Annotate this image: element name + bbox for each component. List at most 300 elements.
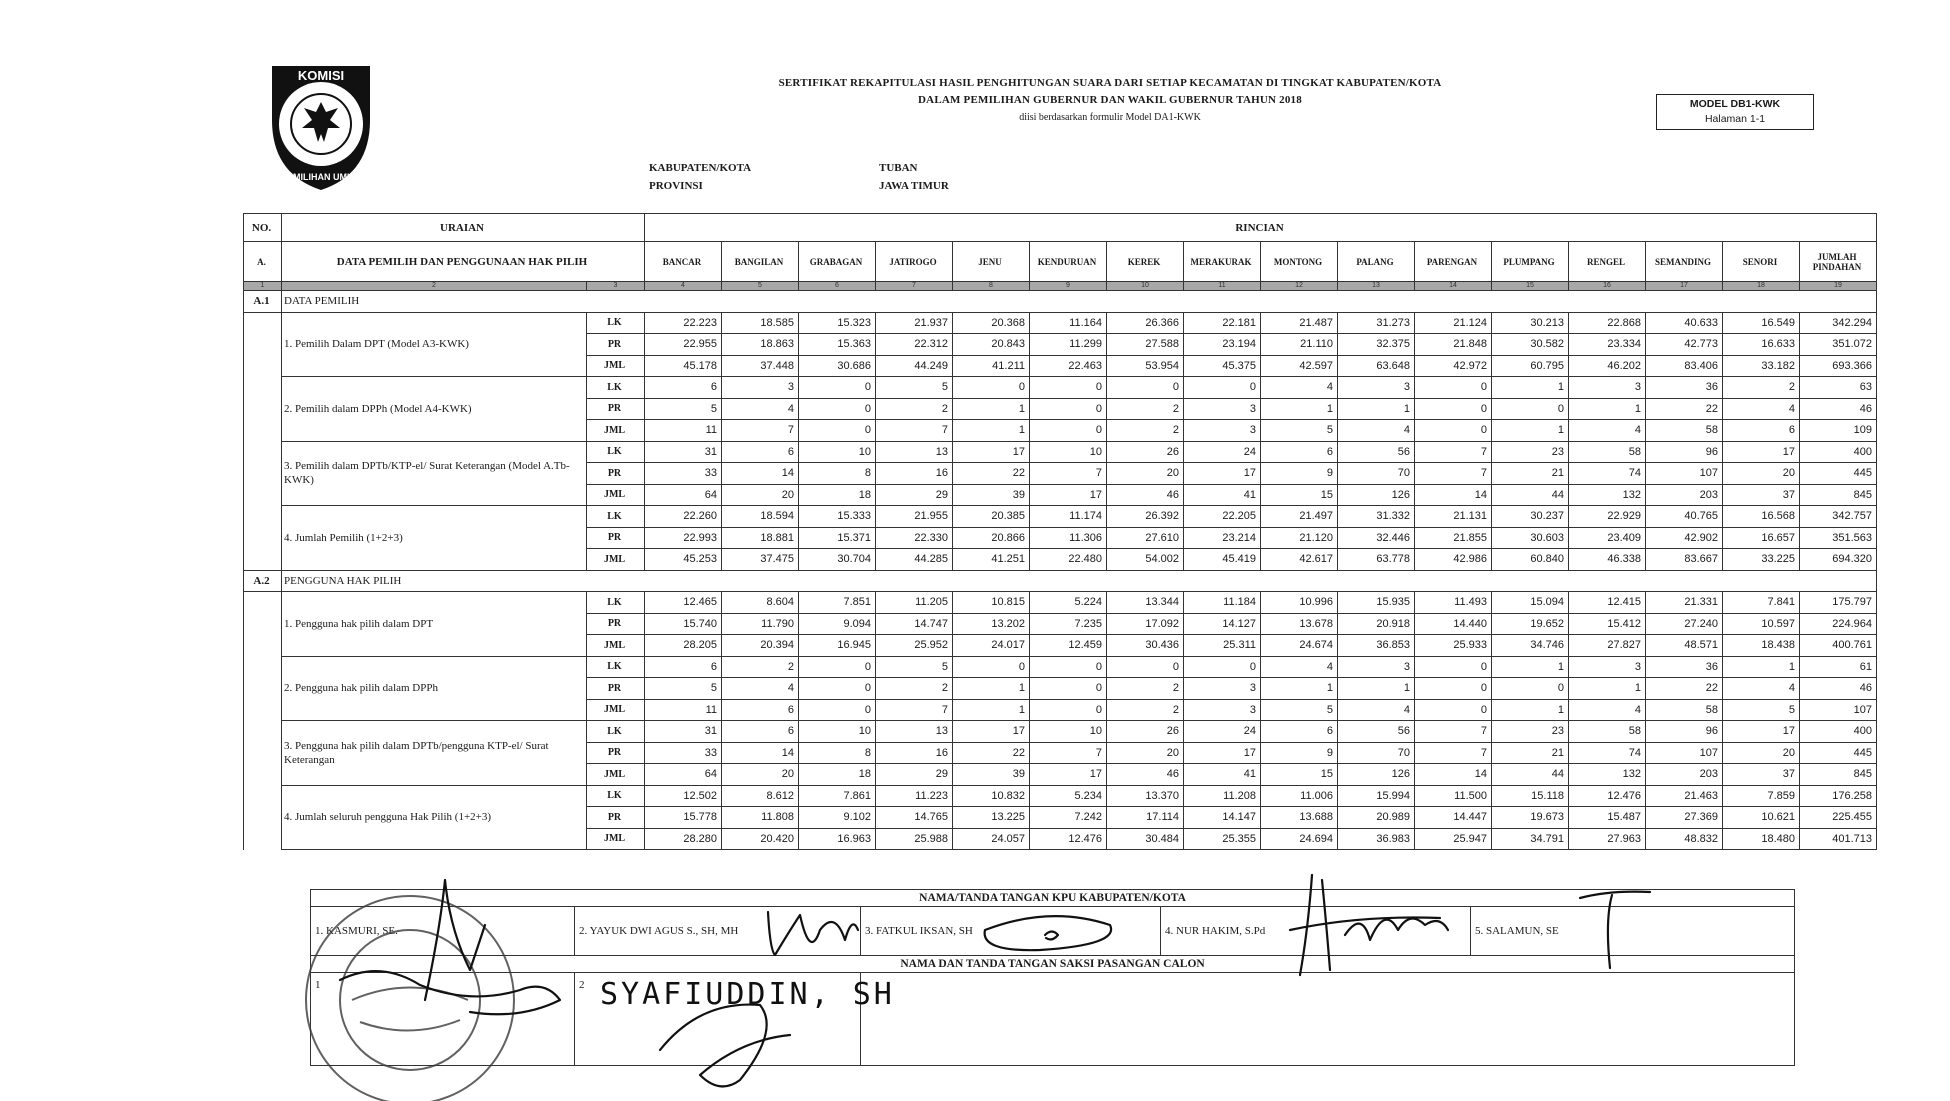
value-cell: 1 [1261,678,1338,700]
value-cell: 23 [1492,721,1569,743]
value-cell: 4 [1338,420,1415,442]
value-cell: 2 [1107,398,1184,420]
index-cell: 19 [1800,282,1877,291]
value-cell: 46 [1107,764,1184,786]
value-cell: 4 [1569,699,1646,721]
value-cell: 0 [1030,398,1107,420]
value-cell: 36 [1646,377,1723,399]
value-cell: 37 [1723,764,1800,786]
value-cell: 20 [1723,742,1800,764]
value-cell: 23 [1492,441,1569,463]
value-cell: 22 [1646,398,1723,420]
value-cell: 22.181 [1184,312,1261,334]
value-cell: 17 [1184,463,1261,485]
value-cell: 17.114 [1107,807,1184,829]
value-cell: 0 [1107,656,1184,678]
gender-cell: LK [587,592,645,614]
value-cell: 12.459 [1030,635,1107,657]
value-cell: 27.369 [1646,807,1723,829]
value-cell: 23.409 [1569,527,1646,549]
witness-2-cell [575,973,861,1066]
witness-1-cell [311,973,575,1066]
value-cell: 0 [953,377,1030,399]
value-cell: 1 [953,398,1030,420]
value-cell: 1 [1492,377,1569,399]
value-cell: 2 [876,678,953,700]
value-cell: 15.118 [1492,785,1569,807]
gender-cell: LK [587,506,645,528]
value-cell: 15 [1261,484,1338,506]
page-label: Halaman 1-1 [1704,113,1766,125]
value-cell: 17 [1723,721,1800,743]
value-cell: 10.815 [953,592,1030,614]
value-cell: 5 [645,678,722,700]
gender-cell: LK [587,785,645,807]
value-cell: 25.311 [1184,635,1261,657]
value-cell: 25.988 [876,828,953,850]
value-cell: 24.017 [953,635,1030,657]
value-cell: 14 [722,742,799,764]
no-cell [244,656,282,721]
value-cell: 12.415 [1569,592,1646,614]
value-cell: 10 [1030,441,1107,463]
value-cell: 1 [1261,398,1338,420]
value-cell: 401.713 [1800,828,1877,850]
value-cell: 2 [1107,420,1184,442]
value-cell: 21.855 [1415,527,1492,549]
value-cell: 21.331 [1646,592,1723,614]
value-cell: 6 [722,441,799,463]
value-cell: 7.859 [1723,785,1800,807]
value-cell: 126 [1338,764,1415,786]
value-cell: 17 [953,721,1030,743]
value-cell: 44 [1492,484,1569,506]
value-cell: 132 [1569,484,1646,506]
value-cell: 13.688 [1261,807,1338,829]
gender-cell: PR [587,527,645,549]
value-cell: 36.983 [1338,828,1415,850]
value-cell: 58 [1569,441,1646,463]
value-cell: 5 [1261,699,1338,721]
value-cell: 20.989 [1338,807,1415,829]
value-cell: 0 [1492,678,1569,700]
recap-table [243,213,1877,850]
gender-cell: JML [587,549,645,571]
district-header: BANGILAN [722,242,799,282]
value-cell: 22 [1646,678,1723,700]
value-cell: 5 [876,656,953,678]
value-cell: 21.120 [1261,527,1338,549]
district-header: RENGEL [1569,242,1646,282]
value-cell: 20.385 [953,506,1030,528]
value-cell: 21 [1492,463,1569,485]
table-row [244,506,1877,528]
item-label: 2. Pemilih dalam DPPh (Model A4-KWK) [282,377,587,442]
value-cell: 109 [1800,420,1877,442]
district-header: JUMLAH PINDAHAN [1800,242,1877,282]
value-cell: 74 [1569,742,1646,764]
value-cell: 16 [876,742,953,764]
value-cell: 16.549 [1723,312,1800,334]
gender-cell: LK [587,441,645,463]
value-cell: 5 [876,377,953,399]
model-label: MODEL DB1-KWK [1689,98,1781,110]
value-cell: 2 [722,656,799,678]
value-cell: 1 [1338,678,1415,700]
table-row [244,592,1877,614]
value-cell: 46.202 [1569,355,1646,377]
value-cell: 224.964 [1800,613,1877,635]
value-cell: 11.306 [1030,527,1107,549]
value-cell: 31 [645,441,722,463]
value-cell: 27.827 [1569,635,1646,657]
value-cell: 48.832 [1646,828,1723,850]
value-cell: 17 [1723,441,1800,463]
prov-label: PROVINSI [649,180,703,192]
value-cell: 20.394 [722,635,799,657]
value-cell: 12.476 [1569,785,1646,807]
district-header: SEMANDING [1646,242,1723,282]
value-cell: 7.861 [799,785,876,807]
value-cell: 24.057 [953,828,1030,850]
kpu-member-1: 1. KASMURI, SE. [311,907,575,956]
value-cell: 7 [1415,463,1492,485]
index-cell: 9 [1030,282,1107,291]
value-cell: 15.487 [1569,807,1646,829]
index-cell: 17 [1646,282,1723,291]
value-cell: 22.463 [1030,355,1107,377]
value-cell: 8 [799,463,876,485]
value-cell: 12.476 [1030,828,1107,850]
gender-cell: PR [587,463,645,485]
value-cell: 342.294 [1800,312,1877,334]
value-cell: 17 [1184,742,1261,764]
index-cell: 8 [953,282,1030,291]
value-cell: 22.480 [1030,549,1107,571]
value-cell: 5.224 [1030,592,1107,614]
value-cell: 83.406 [1646,355,1723,377]
value-cell: 15.935 [1338,592,1415,614]
value-cell: 45.178 [645,355,722,377]
value-cell: 4 [1723,398,1800,420]
value-cell: 11.006 [1261,785,1338,807]
kab-value: TUBAN [879,162,918,174]
value-cell: 4 [722,398,799,420]
value-cell: 42.597 [1261,355,1338,377]
value-cell: 845 [1800,764,1877,786]
gender-cell: JML [587,420,645,442]
value-cell: 44 [1492,764,1569,786]
value-cell: 225.455 [1800,807,1877,829]
value-cell: 30.704 [799,549,876,571]
value-cell: 21.131 [1415,506,1492,528]
gender-cell: JML [587,699,645,721]
value-cell: 7.235 [1030,613,1107,635]
value-cell: 6 [722,699,799,721]
value-cell: 13.225 [953,807,1030,829]
value-cell: 7 [1415,742,1492,764]
value-cell: 13.344 [1107,592,1184,614]
index-cell: 18 [1723,282,1800,291]
kpu-member-3: 3. FATKUL IKSAN, SH [861,907,1161,956]
no-cell [244,377,282,442]
value-cell: 24.694 [1261,828,1338,850]
value-cell: 21.955 [876,506,953,528]
value-cell: 45.375 [1184,355,1261,377]
value-cell: 16 [876,463,953,485]
value-cell: 56 [1338,721,1415,743]
value-cell: 30.213 [1492,312,1569,334]
value-cell: 24 [1184,441,1261,463]
no-cell [244,592,282,657]
value-cell: 0 [1415,377,1492,399]
section-a-no: A. [244,242,282,282]
value-cell: 27.240 [1646,613,1723,635]
value-cell: 107 [1800,699,1877,721]
value-cell: 13.678 [1261,613,1338,635]
value-cell: 10 [799,441,876,463]
value-cell: 15.412 [1569,613,1646,635]
value-cell: 70 [1338,463,1415,485]
index-cell: 1 [244,282,282,291]
value-cell: 36.853 [1338,635,1415,657]
value-cell: 25.355 [1184,828,1261,850]
value-cell: 22.330 [876,527,953,549]
value-cell: 11.790 [722,613,799,635]
value-cell: 27.610 [1107,527,1184,549]
value-cell: 58 [1646,420,1723,442]
value-cell: 3 [1184,420,1261,442]
value-cell: 1 [1492,656,1569,678]
gender-cell: LK [587,377,645,399]
value-cell: 12.465 [645,592,722,614]
value-cell: 21.463 [1646,785,1723,807]
index-cell: 2 [282,282,587,291]
value-cell: 693.366 [1800,355,1877,377]
value-cell: 14 [1415,764,1492,786]
gender-cell: PR [587,678,645,700]
certificate-subtitle: DALAM PEMILIHAN GUBERNUR DAN WAKIL GUBERNUR TAHUN 2018 [918,94,1302,106]
value-cell: 3 [1184,398,1261,420]
value-cell: 203 [1646,764,1723,786]
kpu-member-4: 4. NUR HAKIM, S.Pd [1161,907,1471,956]
value-cell: 4 [1261,656,1338,678]
value-cell: 46 [1800,678,1877,700]
value-cell: 18.480 [1723,828,1800,850]
value-cell: 41 [1184,764,1261,786]
value-cell: 1 [1492,420,1569,442]
district-header: BANCAR [645,242,722,282]
index-cell: 15 [1492,282,1569,291]
index-cell: 7 [876,282,953,291]
value-cell: 22 [953,463,1030,485]
gender-cell: PR [587,334,645,356]
value-cell: 20 [1107,463,1184,485]
value-cell: 0 [1030,699,1107,721]
value-cell: 15.371 [799,527,876,549]
value-cell: 11 [645,420,722,442]
index-cell: 11 [1184,282,1261,291]
gender-cell: JML [587,355,645,377]
witness-caption: NAMA DAN TANDA TANGAN SAKSI PASANGAN CALON [311,956,1795,973]
value-cell: 4 [1569,420,1646,442]
value-cell: 42.773 [1646,334,1723,356]
value-cell: 0 [799,377,876,399]
value-cell: 3 [1338,656,1415,678]
value-cell: 5.234 [1030,785,1107,807]
value-cell: 20.843 [953,334,1030,356]
value-cell: 351.563 [1800,527,1877,549]
value-cell: 20 [1107,742,1184,764]
value-cell: 5 [645,398,722,420]
value-cell: 16.568 [1723,506,1800,528]
value-cell: 0 [1415,656,1492,678]
value-cell: 9 [1261,742,1338,764]
value-cell: 70 [1338,742,1415,764]
witness-2-handwritten-name: SYAFIUDDIN, SH [600,977,895,1012]
value-cell: 10.996 [1261,592,1338,614]
value-cell: 6 [1261,441,1338,463]
value-cell: 20 [1723,463,1800,485]
district-header: PLUMPANG [1492,242,1569,282]
value-cell: 41 [1184,484,1261,506]
value-cell: 96 [1646,721,1723,743]
value-cell: 20.368 [953,312,1030,334]
value-cell: 8.612 [722,785,799,807]
gender-cell: PR [587,807,645,829]
value-cell: 39 [953,764,1030,786]
value-cell: 0 [953,656,1030,678]
value-cell: 11.184 [1184,592,1261,614]
value-cell: 0 [1030,420,1107,442]
table-row [244,441,1877,463]
value-cell: 56 [1338,441,1415,463]
kpu-member-5: 5. SALAMUN, SE [1471,907,1795,956]
value-cell: 15.740 [645,613,722,635]
value-cell: 24.674 [1261,635,1338,657]
item-label: 4. Jumlah seluruh pengguna Hak Pilih (1+2+3) [282,785,587,850]
value-cell: 54.002 [1107,549,1184,571]
value-cell: 7.851 [799,592,876,614]
value-cell: 32.375 [1338,334,1415,356]
value-cell: 0 [799,420,876,442]
value-cell: 30.603 [1492,527,1569,549]
value-cell: 1 [953,699,1030,721]
value-cell: 17 [1030,764,1107,786]
value-cell: 22.993 [645,527,722,549]
value-cell: 0 [1492,398,1569,420]
value-cell: 46 [1800,398,1877,420]
kpu-member-2: 2. YAYUK DWI AGUS S., SH, MH [575,907,861,956]
value-cell: 7 [1030,742,1107,764]
district-header: JENU [953,242,1030,282]
col-uraian-header: URAIAN [282,214,645,242]
value-cell: 0 [1184,377,1261,399]
table-row [244,377,1877,399]
value-cell: 7.841 [1723,592,1800,614]
value-cell: 44.249 [876,355,953,377]
value-cell: 11.500 [1415,785,1492,807]
index-cell: 3 [587,282,645,291]
table-row [244,312,1877,334]
value-cell: 6 [645,656,722,678]
value-cell: 19.652 [1492,613,1569,635]
item-label: 3. Pemilih dalam DPTb/KTP-el/ Surat Keterangan (Model A.Tb-KWK) [282,441,587,506]
value-cell: 14 [722,463,799,485]
value-cell: 0 [799,398,876,420]
value-cell: 7.242 [1030,807,1107,829]
index-cell: 13 [1338,282,1415,291]
index-cell: 6 [799,282,876,291]
value-cell: 10.597 [1723,613,1800,635]
value-cell: 64 [645,764,722,786]
value-cell: 46 [1107,484,1184,506]
value-cell: 30.582 [1492,334,1569,356]
value-cell: 34.746 [1492,635,1569,657]
value-cell: 45.253 [645,549,722,571]
table-row [244,656,1877,678]
value-cell: 33.225 [1723,549,1800,571]
value-cell: 3 [1569,377,1646,399]
value-cell: 96 [1646,441,1723,463]
value-cell: 400 [1800,441,1877,463]
gender-cell: JML [587,484,645,506]
district-header: MERAKURAK [1184,242,1261,282]
value-cell: 0 [799,656,876,678]
value-cell: 15.094 [1492,592,1569,614]
district-header: KENDURUAN [1030,242,1107,282]
gender-cell: LK [587,656,645,678]
value-cell: 60.795 [1492,355,1569,377]
value-cell: 7 [1030,463,1107,485]
value-cell: 20.918 [1338,613,1415,635]
value-cell: 33 [645,463,722,485]
value-cell: 12.502 [645,785,722,807]
value-cell: 3 [1569,656,1646,678]
gender-cell: PR [587,742,645,764]
value-cell: 46.338 [1569,549,1646,571]
gender-cell: PR [587,398,645,420]
value-cell: 13.202 [953,613,1030,635]
value-cell: 17.092 [1107,613,1184,635]
value-cell: 11.299 [1030,334,1107,356]
value-cell: 0 [1415,398,1492,420]
value-cell: 18 [799,484,876,506]
value-cell: 28.205 [645,635,722,657]
value-cell: 14.765 [876,807,953,829]
value-cell: 14.440 [1415,613,1492,635]
value-cell: 28.280 [645,828,722,850]
value-cell: 15.778 [645,807,722,829]
value-cell: 15.323 [799,312,876,334]
value-cell: 400 [1800,721,1877,743]
gender-cell: JML [587,764,645,786]
value-cell: 40.633 [1646,312,1723,334]
value-cell: 176.258 [1800,785,1877,807]
kpu-signature-caption: NAMA/TANDA TANGAN KPU KABUPATEN/KOTA [311,890,1795,907]
value-cell: 10.621 [1723,807,1800,829]
value-cell: 32.446 [1338,527,1415,549]
value-cell: 58 [1569,721,1646,743]
gender-cell: JML [587,828,645,850]
value-cell: 7 [876,699,953,721]
value-cell: 22.955 [645,334,722,356]
value-cell: 40.765 [1646,506,1723,528]
value-cell: 37 [1723,484,1800,506]
value-cell: 6 [1261,721,1338,743]
value-cell: 36 [1646,656,1723,678]
value-cell: 30.436 [1107,635,1184,657]
